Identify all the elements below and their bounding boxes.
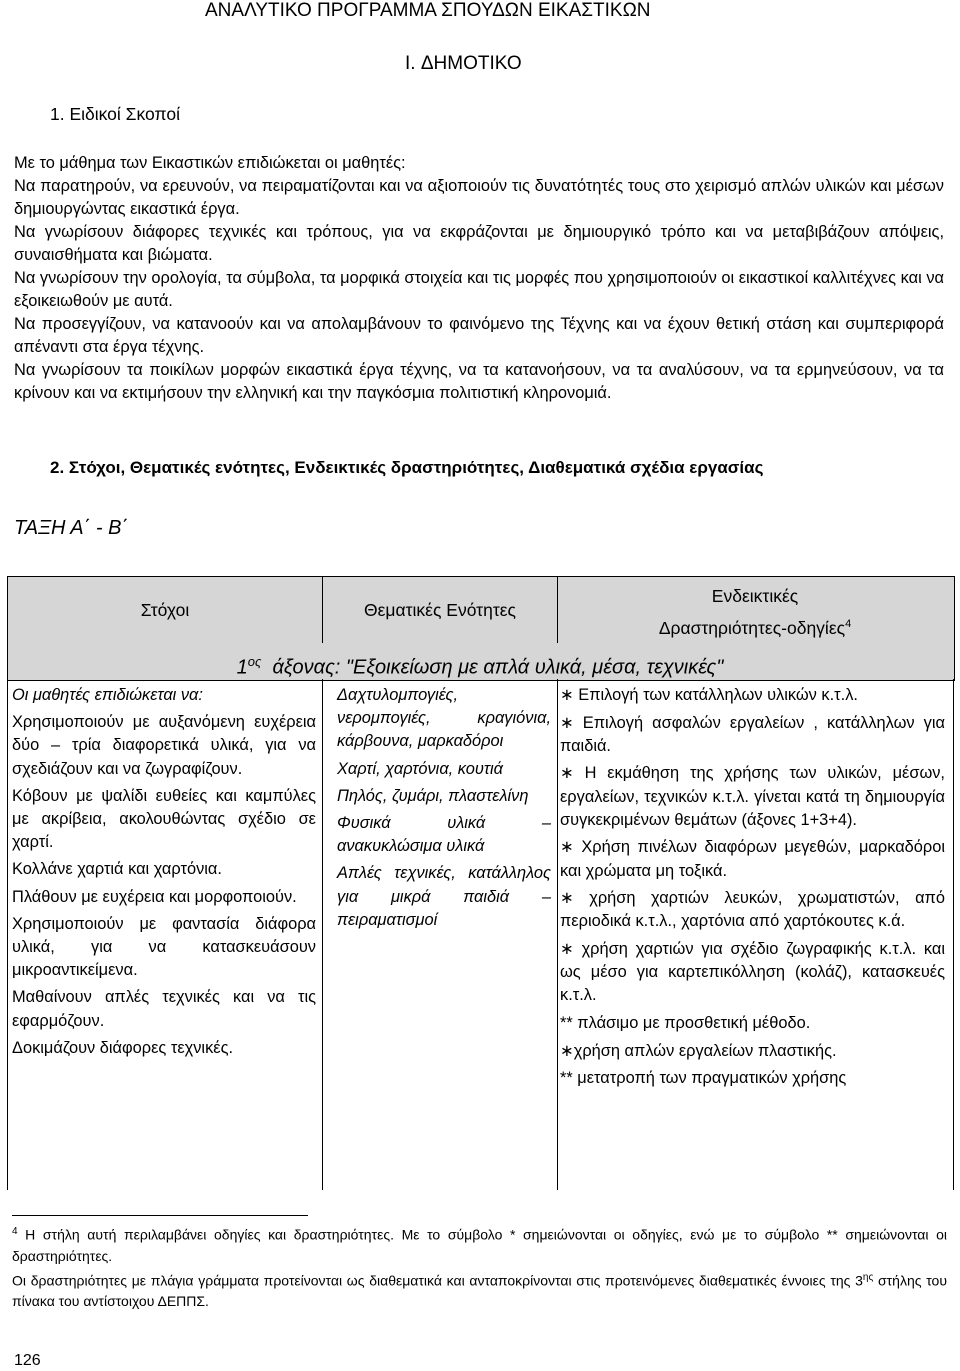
header-activities-line2-text: Δραστηριότητες-οδηγίες [658, 617, 846, 638]
intro-line: Με το μάθημα των Εικαστικών επιδιώκεται οι μαθητές: [14, 154, 406, 172]
table-column-divider [322, 679, 323, 1190]
footnote [12, 1221, 947, 1312]
intro-text [14, 152, 944, 405]
goals-item: Κολλάνε χαρτιά και χαρτόνια. [12, 860, 222, 879]
activities-item: ∗ Επιλογή των κατάλληλων υλικών κ.τ.λ. [560, 686, 858, 704]
goals-item: Δοκιμάζουν διάφορες τεχνικές. [12, 1038, 234, 1057]
themes-item: Δαχτυλομπογιές, νερομπογιές, κραγιόνια, κάρβουνα, μαρκαδόροι [337, 686, 551, 751]
section2-heading: 2. Στόχοι, Θεματικές ενότητες, Ενδεικτικές δραστηριότητες, Διαθεματικά σχέδια εργασίας [50, 458, 764, 477]
footnote-text: στήλης του πίνακα του αντίστοιχου ΔΕΠΠΣ. [12, 1272, 948, 1310]
page-number: 126 [14, 1352, 41, 1369]
activities-column [560, 684, 945, 1095]
footnote-line1 [12, 1221, 947, 1267]
footnote-text: Οι δραστηριότητες με πλάγια γράμματα προτείνονται ως διαθεματικά και ανταποκρίνονται στις προτεινόμενες διαθεματικές έννοιες της 3 [12, 1272, 863, 1289]
goals-item: Μαθαίνουν απλές τεχνικές και να τις εφαρμόζουν. [12, 988, 316, 1030]
document-title: ΑΝΑΛΥΤΙΚΟ ΠΡΟΓΡΑΜΜΑ ΣΠΟΥΔΩΝ ΕΙΚΑΣΤΙΚΩΝ [205, 0, 651, 21]
themes-item: Φυσικά υλικά – ανακυκλώσιμα υλικά [337, 814, 551, 856]
intro-line: Να γνωρίσουν τα ποικίλων μορφών εικαστικά έργα τέχνης, να τα κατανοήσουν, να τα αναλύσουν, να τα ερμηνεύσουν, να τα κρίνουν και να εκτιμήσουν την ελληνική και την παγκόσμια πολιτιστική κληρονομιά. [14, 361, 944, 402]
axis-number: 1 [236, 656, 248, 679]
goals-item: Οι μαθητές επιδιώκεται να: [12, 686, 203, 704]
goals-item: Χρησιμοποιούν με φαντασία διάφορα υλικά, για να κατασκευάσουν μικροαντικείμενα. [12, 914, 316, 980]
activities-item: ** μετατροπή των πραγματικών χρήσης [560, 1069, 847, 1088]
class-heading: ΤΑΞΗ Α΄ - Β΄ [14, 517, 129, 539]
footnote-number: 4 [12, 1226, 18, 1237]
table-border-right [953, 679, 954, 1190]
footnote-rule [12, 1215, 308, 1216]
intro-line: Να παρατηρούν, να ερευνούν, να πειραματίζονται και να αξιοποιούν τις δυνατότητές τους στο χειρισμό απλών υλικών και μέσων δημιουργώντας εικαστικά έργα. [14, 177, 944, 218]
activities-item: ** πλάσιμο με προσθετική μέθοδο. [560, 1013, 811, 1032]
themes-item: Απλές τεχνικές, κατάλληλος για μικρά παιδιά – πειραματισμοί [337, 864, 551, 929]
themes-item: Πηλός, ζυμάρι, πλαστελίνη [337, 786, 529, 805]
header-activities-line2 [558, 610, 952, 642]
activities-item: ∗χρήση απλών εργαλείων πλαστικής. [560, 1041, 837, 1060]
intro-line: Να γνωρίσουν την ορολογία, τα σύμβολα, τα μορφικά στοιχεία και τις μορφές που χρησιμοποιούν οι εικαστικοί καλλιτέχνες και να εξοικειωθούν με αυτά. [14, 269, 944, 310]
activities-item: ∗ Επιλογή ασφαλών εργαλείων , κατάλληλων για παιδιά. [560, 713, 945, 755]
axis-heading [8, 648, 952, 682]
footnote-line2 [12, 1267, 947, 1313]
header-activities [558, 582, 952, 642]
section1-heading: 1. Ειδικοί Σκοποί [50, 104, 180, 124]
table-column-divider [557, 679, 558, 1190]
themes-item: Χαρτί, χαρτόνια, κουτιά [337, 759, 504, 778]
header-activities-line1: Ενδεικτικές [711, 586, 799, 606]
table-border-left [7, 679, 8, 1190]
goals-column [12, 684, 316, 1064]
themes-column [337, 684, 551, 936]
axis-text: άξονας: "Εξοικείωση με απλά υλικά, μέσα, τεχνικές" [272, 656, 724, 679]
axis-ordinal: ος [247, 654, 262, 669]
activities-item: ∗ Χρήση πινέλων διαφόρων μεγεθών, μαρκαδόροι και χρώματα μη τοξικά. [560, 838, 945, 880]
footnote-ordinal: ης [862, 1271, 874, 1283]
goals-item: Πλάθουν με ευχέρεια και μορφοποιούν. [12, 887, 297, 906]
intro-line: Να προσεγγίζουν, να κατανοούν και να απολαμβάνουν το φαινόμενο της Τέχνης και να έχουν θετική στάση και συμπεριφορά απέναντι στα έργα τέχνης. [14, 315, 944, 356]
footnote-text: Η στήλη αυτή περιλαμβάνει οδηγίες και δραστηριότητες. Με το σύμβολο * σημειώνονται οι οδηγίες, ενώ με το σύμβολο ** σημειώνονται οι δραστηριότητες. [12, 1226, 947, 1264]
intro-line: Να γνωρίσουν διάφορες τεχνικές και τρόπους, για να εκφράζονται με δημιουργικό τρόπο και να μεταβιβάζουν απόψεις, συναισθήματα και βιώματα. [14, 223, 944, 264]
goals-item: Κόβουν με ψαλίδι ευθείες και καμπύλες με ακρίβεια, ακολουθώντας σχέδιο σε χαρτί. [12, 786, 316, 852]
header-goals: Στόχοι [140, 600, 190, 620]
activities-item: ∗ χρήση χαρτιών λευκών, χρωματιστών, από περιοδικά κ.τ.λ., χαρτόνια από χαρτόκουτες κ.ά. [560, 889, 945, 931]
document-subtitle: I. ΔΗΜΟΤΙΚΟ [405, 53, 522, 74]
header-themes: Θεματικές Ενότητες [364, 600, 516, 620]
activities-item: ∗ Η εκμάθηση της χρήσης των υλικών, μέσων, εργαλείων, τεχνικών κ.τ.λ. γίνεται κατά τη δημιουργία συγκεκριμένων θεμάτων (άξονες 1+3+4). [560, 764, 945, 829]
activities-item: ∗ χρήση χαρτιών για σχέδιο ζωγραφικής κ.τ.λ. και ως μέσο για καρτεπικόλληση (κολάζ), κατασκευές κ.τ.λ. [560, 939, 945, 1005]
goals-item: Χρησιμοποιούν με αυξανόμενη ευχέρεια δύο – τρία διαφορετικά υλικά, για να σχεδιάζουν και να ζωγραφίζουν. [12, 713, 316, 778]
footnote-reference: 4 [845, 618, 852, 630]
